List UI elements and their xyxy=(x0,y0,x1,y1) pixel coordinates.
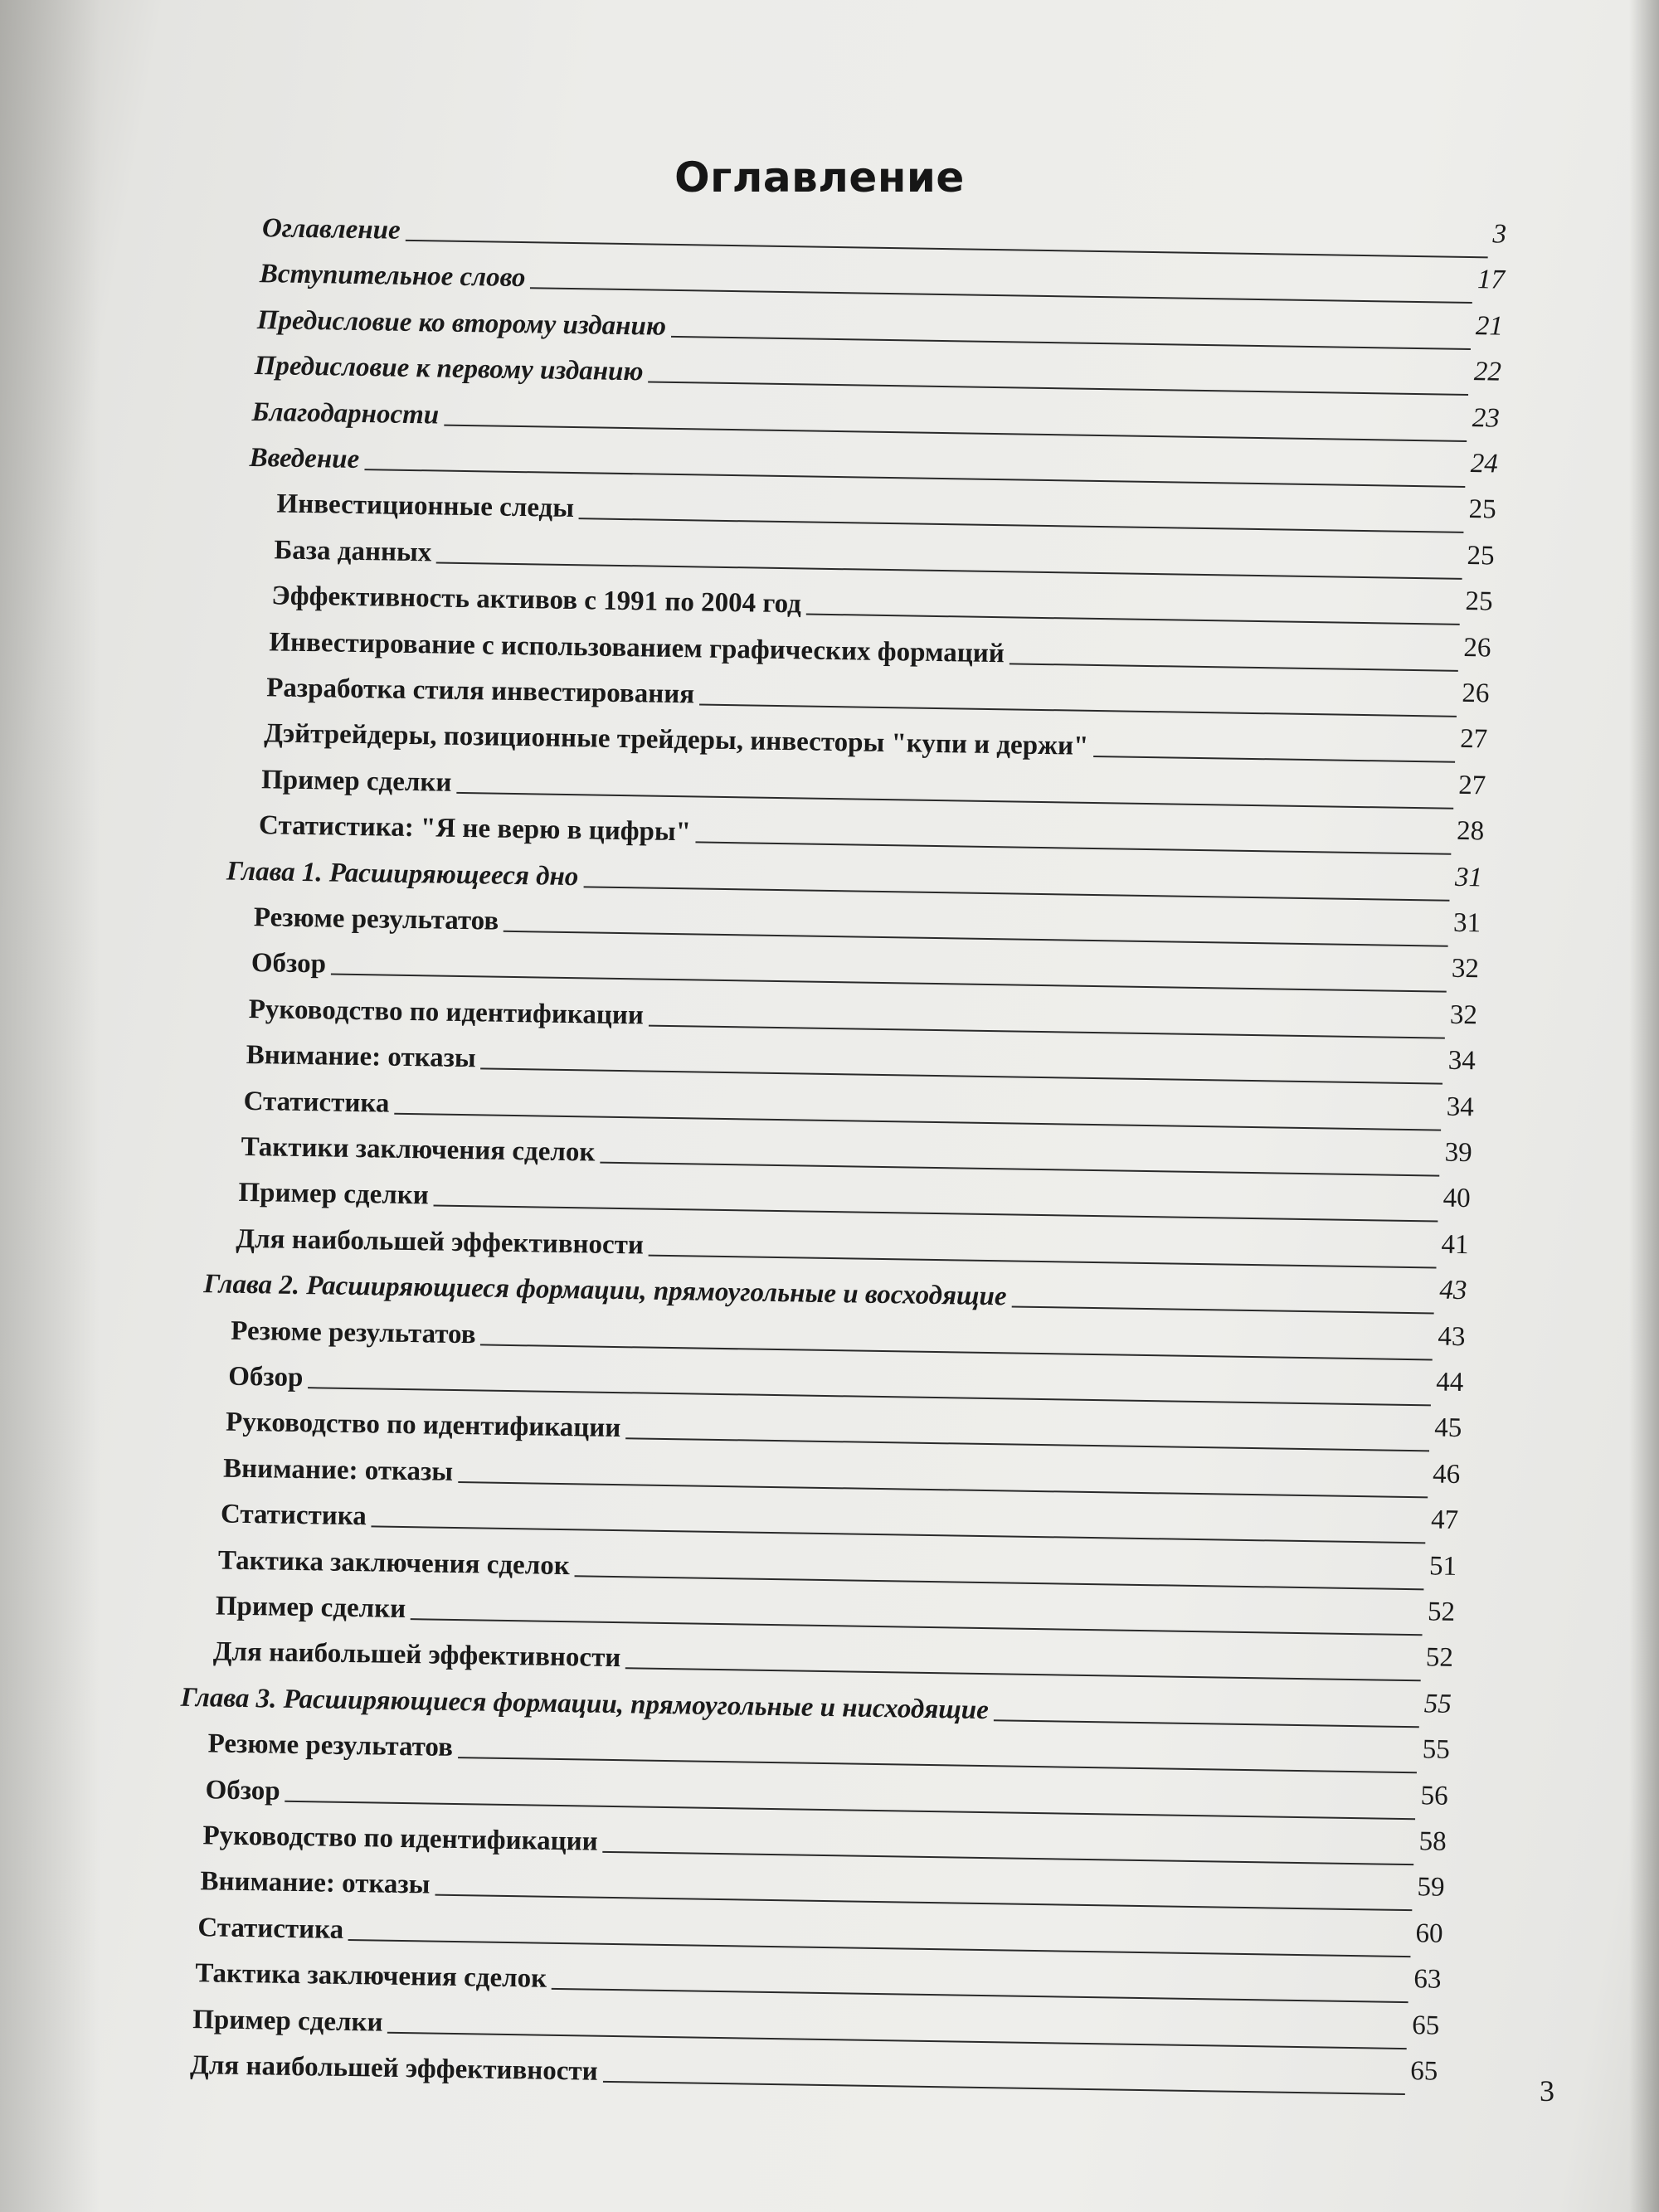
toc-entry-label: Для наибольшей эффективности xyxy=(189,2050,598,2087)
toc-leader-line xyxy=(583,886,1450,901)
toc-entry-label: Пример сделки xyxy=(238,1178,430,1211)
toc-entry-page: 43 xyxy=(1439,1275,1467,1306)
toc-entry xyxy=(266,668,1490,723)
toc-entry xyxy=(221,1495,1459,1550)
toc-entry-label: Резюме результатов xyxy=(231,1315,476,1349)
toc-leader-line xyxy=(603,1851,1414,1865)
toc-entry xyxy=(226,1403,1462,1458)
toc-entry xyxy=(262,208,1507,265)
toc-leader-line xyxy=(649,1254,1436,1268)
toc-entry-page: 17 xyxy=(1477,265,1506,296)
toc-entry-page: 34 xyxy=(1446,1091,1475,1122)
toc-entry-label: Внимание: отказы xyxy=(246,1040,477,1074)
toc-entry-page: 46 xyxy=(1432,1459,1461,1490)
toc-entry-page: 27 xyxy=(1460,724,1488,755)
toc-entry-label: Обзор xyxy=(205,1774,280,1806)
toc-entry-page: 32 xyxy=(1449,999,1478,1031)
toc-entry-page: 32 xyxy=(1451,954,1480,984)
toc-entry-page: 26 xyxy=(1463,632,1491,664)
toc-entry xyxy=(254,897,1481,953)
toc-entry xyxy=(261,760,1486,815)
toc-entry xyxy=(197,1908,1443,1964)
toc-leader-line xyxy=(648,382,1468,396)
toc-entry xyxy=(259,805,1485,861)
toc-entry-label: Обзор xyxy=(251,948,327,980)
toc-entry-page: 51 xyxy=(1428,1551,1457,1582)
toc-entry xyxy=(264,714,1488,770)
toc-entry-page: 23 xyxy=(1472,402,1501,434)
toc-entry-page: 40 xyxy=(1443,1184,1471,1214)
toc-leader-line xyxy=(602,2081,1404,2095)
toc-entry-label: Внимание: отказы xyxy=(222,1453,454,1487)
toc-entry xyxy=(180,1678,1452,1734)
toc-leader-line xyxy=(348,1939,1410,1957)
toc-leader-line xyxy=(434,1205,1438,1223)
toc-entry-page: 60 xyxy=(1415,1918,1443,1949)
toc-entry-label: Предисловие ко второму изданию xyxy=(256,304,667,342)
toc-entry xyxy=(249,438,1498,494)
toc-entry-label: Статистика xyxy=(220,1499,367,1532)
toc-entry-page: 47 xyxy=(1430,1505,1459,1536)
toc-entry-label: Благодарности xyxy=(251,396,440,430)
toc-leader-line xyxy=(1010,663,1458,672)
toc-entry-label: Внимание: отказы xyxy=(200,1866,431,1900)
toc-entry-page: 28 xyxy=(1456,816,1485,847)
toc-entry-label: Предисловие к первому изданию xyxy=(254,351,644,387)
toc-entry-page: 41 xyxy=(1441,1229,1469,1260)
toc-entry xyxy=(200,1862,1445,1918)
toc-entry xyxy=(218,1540,1457,1596)
toc-entry-label: Для наибольшей эффективности xyxy=(212,1636,621,1674)
toc-entry xyxy=(207,1724,1450,1781)
toc-entry xyxy=(260,254,1506,310)
toc-entry-label: Обзор xyxy=(227,1361,304,1393)
toc-entry-label: Руководство по идентификации xyxy=(225,1407,621,1444)
toc-leader-line xyxy=(552,1988,1408,2003)
toc-entry-page: 25 xyxy=(1465,586,1493,617)
toc-leader-line xyxy=(579,518,1463,534)
toc-entry-label: Инвестирование с использованием графических формаций xyxy=(269,626,1005,668)
toc-entry xyxy=(238,1173,1471,1228)
toc-entry xyxy=(203,1264,1467,1320)
toc-entry xyxy=(223,1448,1461,1504)
page-title: Оглавление xyxy=(674,153,965,202)
toc-entry-page: 39 xyxy=(1444,1137,1472,1169)
toc-entry xyxy=(243,1082,1474,1137)
toc-leader-line xyxy=(456,792,1453,809)
toc-entry xyxy=(251,943,1480,999)
toc-entry xyxy=(190,2045,1438,2102)
toc-entry-page: 26 xyxy=(1462,678,1490,709)
toc-entry-page: 58 xyxy=(1418,1826,1447,1857)
toc-entry xyxy=(192,2000,1440,2056)
toc-entry-page: 55 xyxy=(1422,1734,1451,1766)
toc-entry-label: Руководство по идентификации xyxy=(202,1821,599,1857)
toc-entry-page: 34 xyxy=(1447,1045,1477,1077)
toc-entry-label: Статистика xyxy=(243,1086,390,1119)
toc-entry-label: Тактики заключения сделок xyxy=(241,1131,596,1168)
toc-entry xyxy=(202,1816,1447,1872)
toc-entry xyxy=(205,1770,1448,1826)
toc-entry-label: Пример сделки xyxy=(215,1591,406,1625)
toc-leader-line xyxy=(435,1894,1412,1912)
toc-entry-page: 21 xyxy=(1475,310,1504,342)
toc-entry-page: 22 xyxy=(1473,357,1502,387)
toc-entry-page: 52 xyxy=(1425,1642,1454,1674)
toc-leader-line xyxy=(394,1112,1441,1130)
toc-leader-line xyxy=(696,842,1452,855)
toc-entry-label: Оглавление xyxy=(261,213,401,246)
toc-leader-line xyxy=(1093,756,1455,763)
toc-entry xyxy=(271,576,1493,632)
toc-entry-page: 3 xyxy=(1492,219,1507,250)
toc-entry xyxy=(246,1035,1476,1091)
toc-leader-line xyxy=(372,1526,1426,1544)
toc-leader-line xyxy=(444,424,1467,441)
toc-entry-page: 65 xyxy=(1412,2010,1440,2041)
toc-leader-line xyxy=(671,336,1471,350)
toc-entry xyxy=(236,1219,1469,1275)
toc-entry-label: Статистика: "Я не верю в цифры" xyxy=(258,810,692,848)
toc-entry-label: Эффективность активов с 1991 по 2004 год xyxy=(271,581,802,620)
toc-entry-label: Глава 3. Расширяющиеся формации, прямоугольные и нисходящие xyxy=(180,1682,990,1725)
toc-entry-page: 52 xyxy=(1427,1597,1456,1627)
toc-leader-line xyxy=(625,1668,1420,1682)
toc-entry-label: Глава 1. Расширяющееся дно xyxy=(226,856,579,892)
toc-leader-line xyxy=(405,240,1487,258)
toc-leader-line xyxy=(411,1618,1423,1636)
toc-entry-label: Введение xyxy=(249,442,360,475)
toc-entry xyxy=(249,989,1478,1045)
toc-leader-line xyxy=(504,931,1448,947)
toc-entry-page: 55 xyxy=(1423,1689,1452,1719)
toc-entry xyxy=(269,622,1491,678)
toc-leader-line xyxy=(364,469,1465,488)
toc-leader-line xyxy=(649,1024,1445,1038)
toc-entry-label: Статистика xyxy=(197,1912,344,1945)
toc-entry xyxy=(231,1310,1466,1366)
toc-entry-page: 65 xyxy=(1409,2056,1438,2087)
toc-entry xyxy=(226,851,1483,907)
toc-leader-line xyxy=(480,1344,1433,1360)
toc-entry xyxy=(216,1586,1456,1641)
toc-entry-label: Руководство по идентификации xyxy=(248,994,645,1031)
toc-entry-label: Пример сделки xyxy=(260,764,452,798)
toc-entry xyxy=(254,346,1501,402)
toc-entry xyxy=(276,484,1496,540)
toc-entry-label: Инвестиционные следы xyxy=(276,489,575,524)
toc-entry-label: Тактика заключения сделок xyxy=(195,1958,547,1994)
toc-entry-label: Дэйтрейдеры, позиционные трейдеры, инвесторы "купи и держи" xyxy=(263,718,1089,762)
toc-entry xyxy=(251,392,1500,449)
toc-entry-page: 43 xyxy=(1438,1321,1466,1352)
toc-entry-page: 24 xyxy=(1470,449,1499,479)
toc-leader-line xyxy=(285,1800,1415,1819)
toc-entry xyxy=(213,1632,1454,1688)
toc-entry-page: 63 xyxy=(1413,1964,1442,1995)
toc-entry-label: Разработка стиля инвестирования xyxy=(266,673,695,710)
toc-entry-page: 31 xyxy=(1452,907,1481,939)
toc-entry-label: Резюме результатов xyxy=(253,902,499,936)
toc-entry xyxy=(228,1357,1464,1412)
toc-leader-line xyxy=(458,1481,1428,1498)
toc-entry-page: 44 xyxy=(1436,1367,1464,1398)
toc-entry-label: База данных xyxy=(274,535,432,568)
toc-entry xyxy=(241,1127,1472,1183)
toc-entry-label: Вступительное слово xyxy=(259,259,526,294)
toc-entry-page: 45 xyxy=(1433,1412,1462,1444)
toc-entry-label: Тактика заключения сделок xyxy=(217,1545,571,1581)
toc-leader-line xyxy=(575,1575,1424,1590)
toc-leader-line xyxy=(436,562,1462,579)
toc-entry-label: Резюме результатов xyxy=(207,1728,454,1763)
toc-entry-label: Для наибольшей эффективности xyxy=(236,1223,645,1261)
toc-entry-page: 27 xyxy=(1457,770,1486,801)
toc-leader-line xyxy=(1011,1306,1434,1315)
toc-entry-label: Глава 2. Расширяющиеся формации, прямоугольные и восходящие xyxy=(203,1269,1007,1312)
toc-entry-label: Пример сделки xyxy=(192,2004,383,2038)
toc-entry-page: 25 xyxy=(1467,540,1495,571)
toc-leader-line xyxy=(600,1162,1439,1177)
toc-leader-line xyxy=(625,1438,1429,1452)
toc-leader-line xyxy=(530,288,1472,304)
toc-entry-page: 59 xyxy=(1417,1872,1445,1903)
toc-leader-line xyxy=(458,1757,1418,1773)
toc-leader-line xyxy=(308,1387,1431,1406)
page-number: 3 xyxy=(1540,2074,1554,2107)
toc-entry-page: 25 xyxy=(1468,494,1496,525)
toc-entry-page: 31 xyxy=(1454,862,1483,892)
toc-leader-line xyxy=(481,1068,1443,1085)
toc-leader-line xyxy=(387,2031,1407,2049)
toc-leader-line xyxy=(331,974,1447,993)
toc-entry xyxy=(257,300,1504,357)
toc-leader-line xyxy=(699,703,1457,717)
toc-leader-line xyxy=(806,614,1460,625)
toc-entry xyxy=(274,530,1495,586)
toc-leader-line xyxy=(994,1719,1419,1728)
toc-entry xyxy=(195,1953,1442,2010)
toc-entry-page: 56 xyxy=(1420,1780,1448,1811)
